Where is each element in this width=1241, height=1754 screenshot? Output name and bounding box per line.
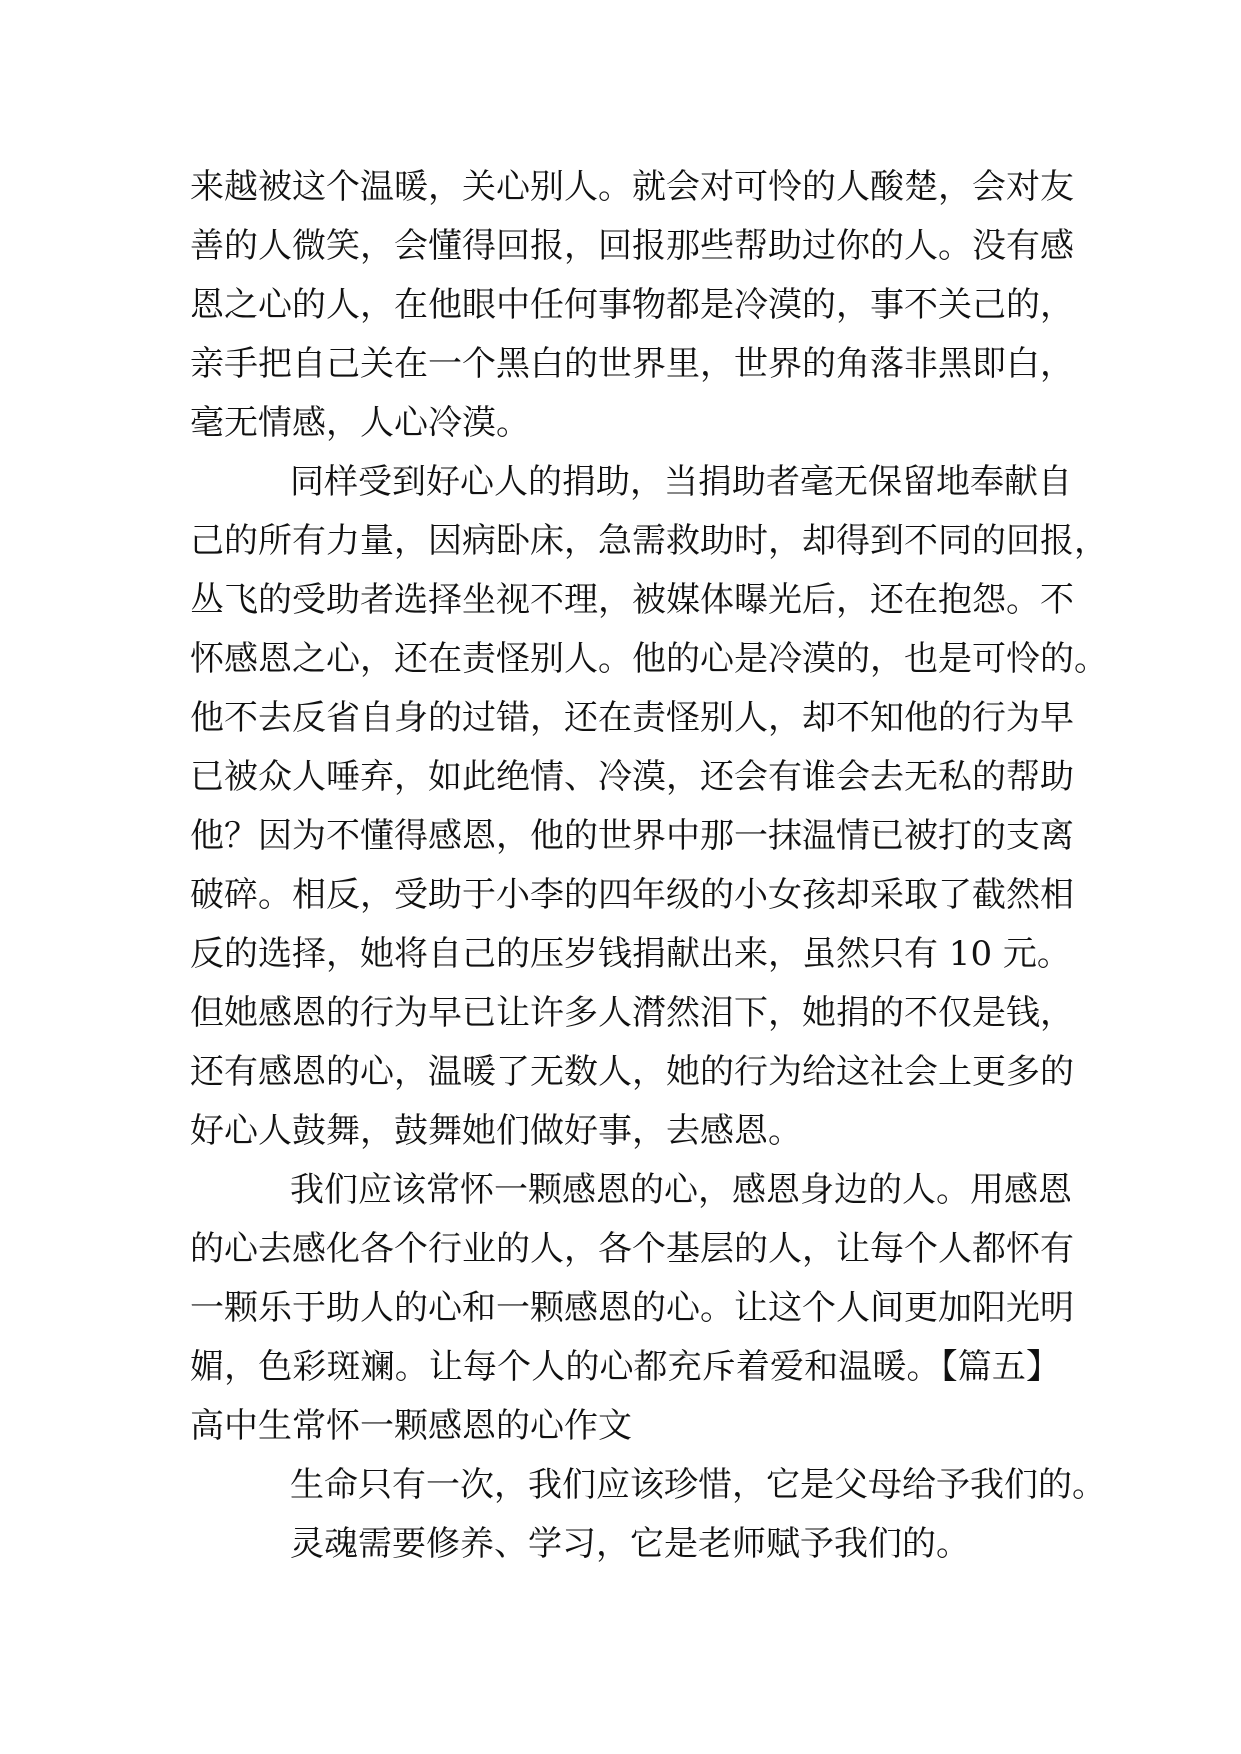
text-line: 毫无情感，人心冷漠。 [190, 403, 530, 443]
text-line: 但她感恩的行为早已让许多人潸然泪下，她捐的不仅是钱， [190, 993, 1074, 1033]
text-line: 的心去感化各个行业的人，各个基层的人，让每个人都怀有 [190, 1229, 1074, 1269]
text-line: 还有感恩的心，温暖了无数人，她的行为给这社会上更多的 [190, 1052, 1074, 1092]
text-line: 己的所有力量，因病卧床，急需救助时，却得到不同的回报， [190, 521, 1108, 561]
text-line: 来越被这个温暖，关心别人。就会对可怜的人酸楚，会对友 [190, 167, 1074, 207]
section-heading: 高中生常怀一颗感恩的心作文 [190, 1406, 632, 1446]
text-line: 破碎。相反，受助于小李的四年级的小女孩却采取了截然相 [190, 875, 1074, 915]
text-line: 好心人鼓舞，鼓舞她们做好事，去感恩。 [190, 1111, 802, 1151]
text-line: 他不去反省自身的过错，还在责怪别人，却不知他的行为早 [190, 698, 1074, 738]
text-line: 怀感恩之心，还在责怪别人。他的心是冷漠的，也是可怜的。 [190, 639, 1108, 679]
text-line: 我们应该常怀一颗感恩的心，感恩身边的人。用感恩 [290, 1170, 1072, 1210]
text-line: 生命只有一次，我们应该珍惜，它是父母给予我们的。 [290, 1465, 1106, 1505]
text-line: 一颗乐于助人的心和一颗感恩的心。让这个人间更加阳光明 [190, 1288, 1074, 1328]
text-line: 已被众人唾弃，如此绝情、冷漠，还会有谁会去无私的帮助 [190, 757, 1074, 797]
text-line: 善的人微笑，会懂得回报，回报那些帮助过你的人。没有感 [190, 226, 1074, 266]
text-line: 他？因为不懂得感恩，他的世界中那一抹温情已被打的支离 [190, 816, 1074, 856]
text-line: 媚，色彩斑斓。让每个人的心都充斥着爱和温暖。【篇五】 [190, 1347, 1060, 1387]
text-line: 灵魂需要修养、学习，它是老师赋予我们的。 [290, 1524, 970, 1564]
text-line: 反的选择，她将自己的压岁钱捐献出来，虽然只有 10 元。 [190, 934, 1071, 974]
text-line: 丛飞的受助者选择坐视不理，被媒体曝光后，还在抱怨。不 [190, 580, 1074, 620]
text-line: 同样受到好心人的捐助，当捐助者毫无保留地奉献自 [290, 462, 1072, 502]
text-line: 恩之心的人，在他眼中任何事物都是冷漠的，事不关己的， [190, 285, 1074, 325]
document-body [190, 158, 1108, 1574]
text-line: 亲手把自己关在一个黑白的世界里，世界的角落非黑即白， [190, 344, 1074, 384]
